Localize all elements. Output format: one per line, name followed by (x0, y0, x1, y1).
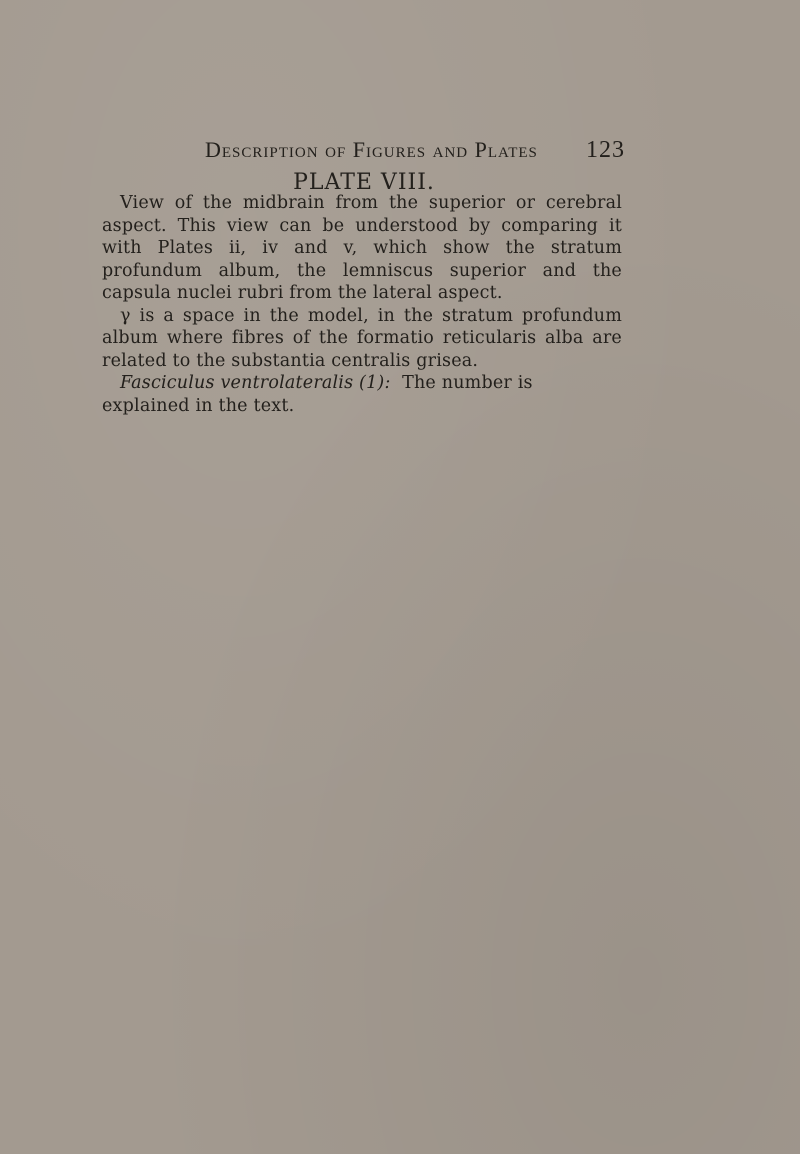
description-paragraph: γ is a space in the model, in the stratum profundum album where fibres of the formatio reticularis alba are related to the substantia centralis grisea. (102, 305, 622, 371)
description-paragraph (102, 372, 622, 417)
page-number: 123 (586, 137, 625, 163)
running-head-title: Description of Figures and Plates (205, 137, 538, 162)
plate-description (102, 192, 622, 417)
running-head (205, 137, 625, 167)
plate-heading: PLATE VIII. (293, 170, 435, 195)
description-paragraph: View of the midbrain from the superior or cerebral aspect. This view can be understood by comparing it with Plates ii, iv and v, which show the stratum profundum album, the lemniscus superior and the capsula nuclei rubri from the lateral aspect. (102, 193, 622, 303)
structure-note: The number is explained in the text. (102, 373, 533, 416)
structure-label: Fasciculus ventrolateralis (1): (120, 373, 391, 393)
